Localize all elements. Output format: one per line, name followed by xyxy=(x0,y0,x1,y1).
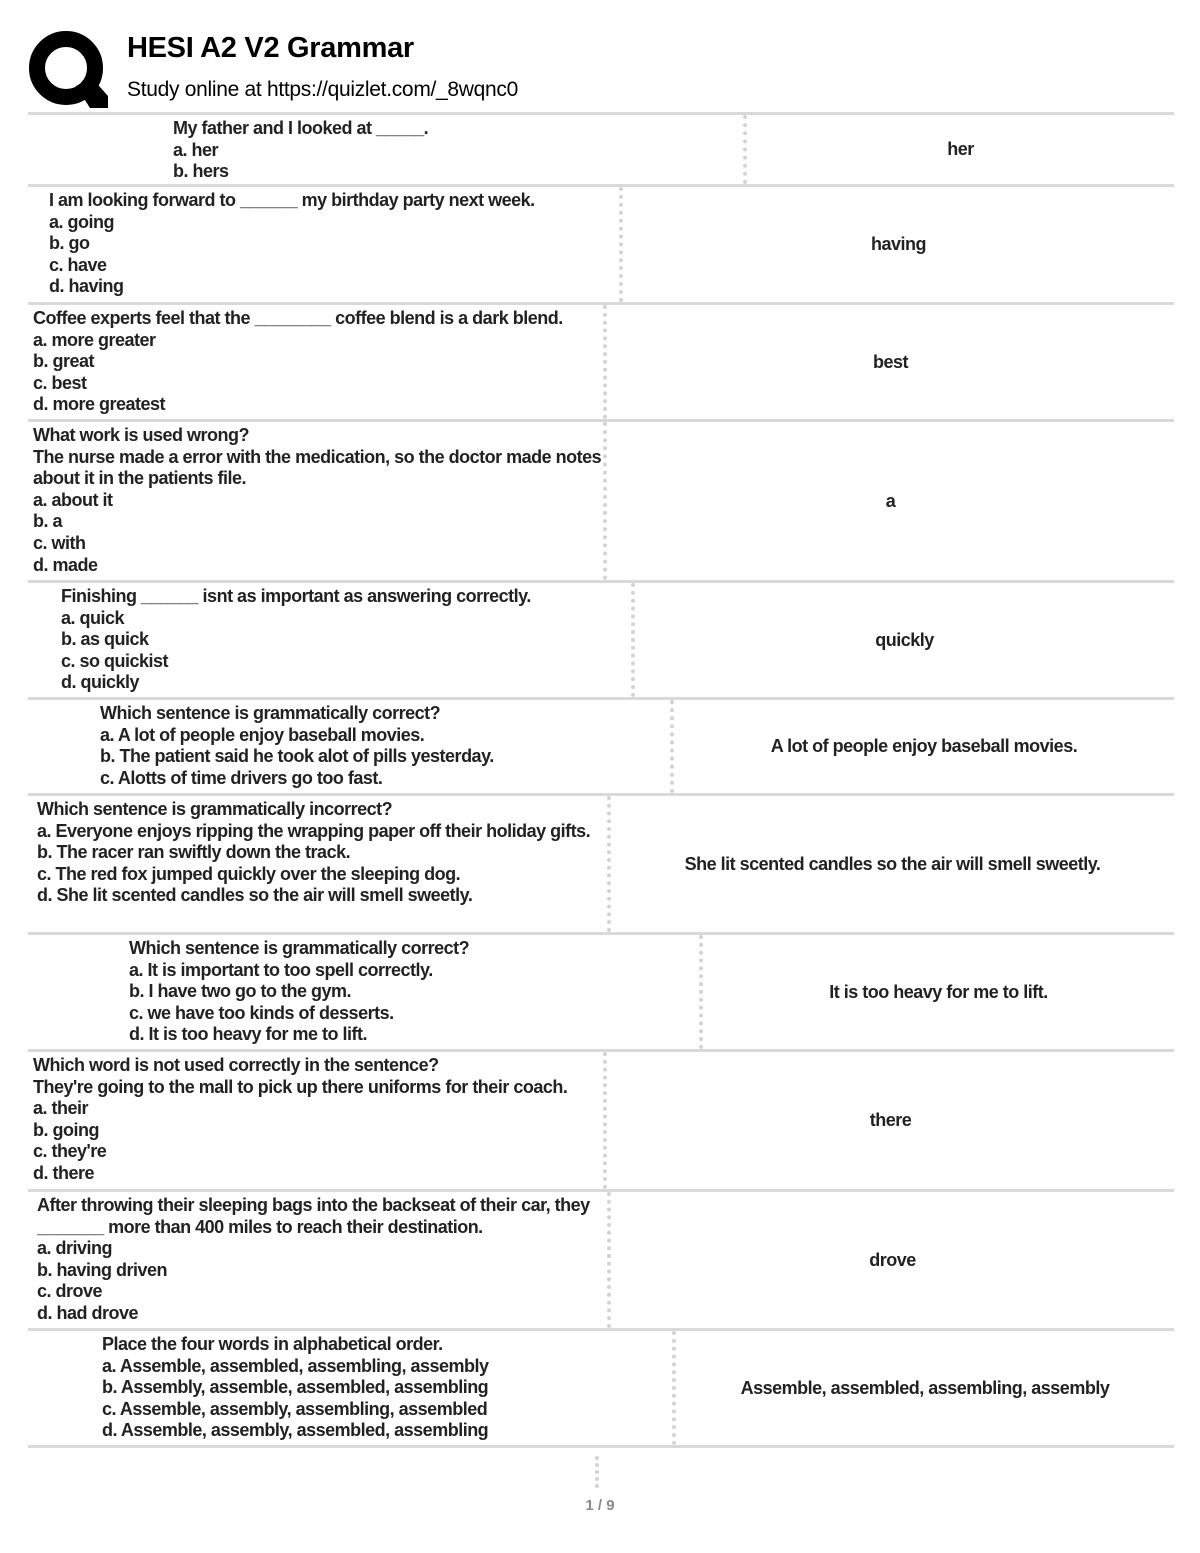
card-definition: Assemble, assembled, assembling, assembly xyxy=(740,1377,1110,1398)
card-definition: her xyxy=(947,139,974,159)
card-definition: having xyxy=(870,234,926,254)
flashcard xyxy=(28,305,1174,422)
quizlet-logo-icon xyxy=(28,30,108,110)
card-term: I am looking forward to ______ my birthday party next week. a. going b. go c. have d. having xyxy=(28,187,623,302)
card-term: My father and I looked at _____. a. her b. hers xyxy=(28,115,747,184)
card-term: Place the four words in alphabetical order. a. Assemble, assembled, assembling, assembly b. Assembly, assemble, assembled, assembling c. Assemble, assembly, assembling, assembled d. Assemble, assembly, assembled, assembling xyxy=(28,1331,676,1445)
flashcard xyxy=(28,700,1174,796)
card-definition: She lit scented candles so the air will smell sweetly. xyxy=(684,853,1101,874)
flashcard xyxy=(28,1052,1174,1192)
flashcard xyxy=(28,1331,1174,1448)
page-header xyxy=(28,28,1178,108)
flashcard-list xyxy=(28,112,1174,1448)
flashcard xyxy=(28,115,1174,187)
card-definition: It is too heavy for me to lift. xyxy=(829,981,1048,1002)
card-definition: A lot of people enjoy baseball movies. xyxy=(770,736,1078,756)
page-title: HESI A2 V2 Grammar xyxy=(127,32,414,64)
card-definition: best xyxy=(872,351,908,372)
flashcard xyxy=(28,583,1174,700)
card-term: Finishing ______ isnt as important as answering correctly. a. quick b. as quick c. so quickist d. quickly xyxy=(28,583,635,697)
card-definition: drove xyxy=(869,1249,916,1270)
card-term: Which sentence is grammatically correct? a. It is important to too spell correctly. b. I have two go to the gym. c. we have too kinds of desserts. d. It is too heavy for me to lift. xyxy=(28,935,703,1049)
card-term: Which sentence is grammatically correct? a. A lot of people enjoy baseball movies. b. The patient said he took alot of pills yesterday. c. Alotts of time drivers go too fast. xyxy=(28,700,674,793)
study-link: Study online at https://quizlet.com/_8wqnc0 xyxy=(127,78,519,101)
card-term: Which word is not used correctly in the sentence? They're going to the mall to pick up there uniforms for their coach. a. their b. going c. they're d. there xyxy=(28,1052,607,1189)
flashcard xyxy=(28,187,1174,305)
column-divider-tail xyxy=(595,1456,599,1488)
flashcard xyxy=(28,796,1174,935)
card-term: Which sentence is grammatically incorrect? a. Everyone enjoys ripping the wrapping paper off their holiday gifts. b. The racer ran swiftly down the track. c. The red fox jumped quickly over the sleeping dog. d. She lit scented candles so the air will smell sweetly. xyxy=(28,796,611,932)
flashcard xyxy=(28,422,1174,583)
card-definition: a xyxy=(885,490,896,511)
flashcard xyxy=(28,935,1174,1052)
card-term: Coffee experts feel that the ________ coffee blend is a dark blend. a. more greater b. great c. best d. more greatest xyxy=(28,305,607,419)
card-term: After throwing their sleeping bags into the backseat of their car, they _______ more than 400 miles to reach their destination. a. driving b. having driven c. drove d. had drove xyxy=(28,1192,611,1328)
card-term: What work is used wrong? The nurse made a error with the medication, so the doctor made notes about it in the patients file. a. about it b. a c. with d. made xyxy=(28,422,607,580)
page-number: 1 / 9 xyxy=(585,1497,615,1514)
flashcard xyxy=(28,1192,1174,1331)
card-definition: there xyxy=(869,1110,912,1130)
card-definition: quickly xyxy=(875,629,934,650)
